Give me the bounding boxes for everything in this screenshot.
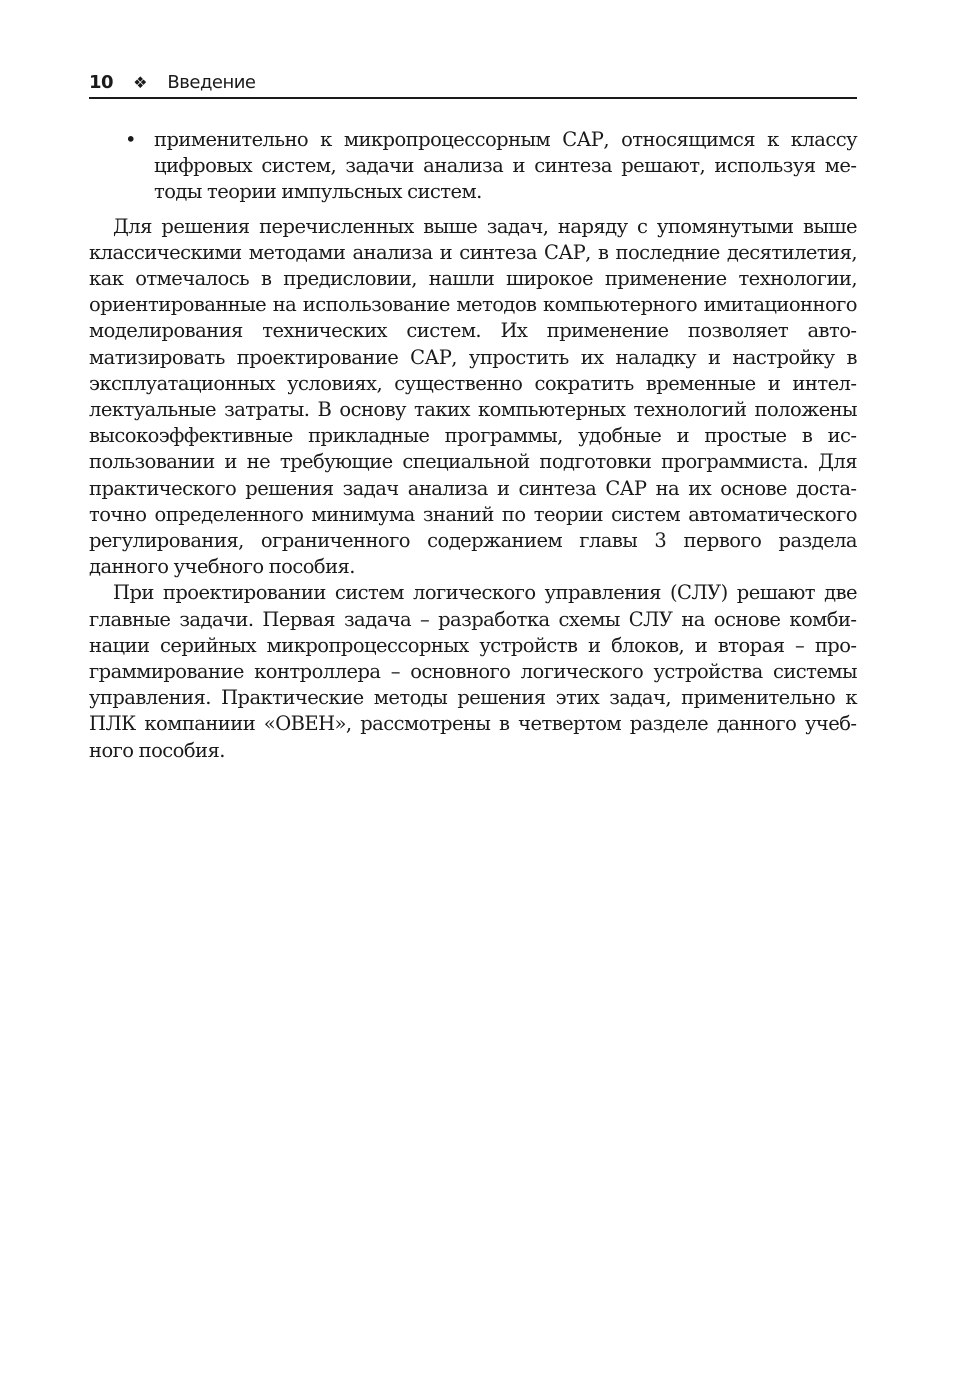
ornament-icon: ❖ — [133, 72, 148, 92]
page-number: 10 — [89, 71, 114, 93]
bullet-text: применительно к микропроцессорным САР, относящимся к классу цифровых систем, задачи анализа и синтеза решают, используя методы теории импульсных систем. — [154, 128, 857, 204]
bullet-icon: • — [125, 128, 136, 151]
section-title: Введение — [167, 71, 256, 93]
paragraph: При проектировании систем логического управления (СЛУ) решают две главные задачи. Первая задача – разработка схемы СЛУ на основе комбинации серийных микропроцессорных устройств и блоков, и вторая – программирование контроллера – основного логического устройства системы управления. Практические методы решения этих задач, применительно к ПЛК компаниии «ОВЕН», рассмотрены в четвертом разделе данного учебного пособия. — [89, 581, 857, 762]
running-header — [89, 68, 857, 99]
paragraph: Для решения перечисленных выше задач, наряду с упомянутыми выше классическими методами анализа и синтеза САР, в последние десятилетия, как отмечалось в предисловии, нашли широкое применение технологии, ориентированные на использование методов компьютерного имитационного моделирования технических систем. Их применение позволяет автоматизировать проектирование САР, упростить их наладку и настройку в эксплуатационных условиях, существенно сократить временные и интеллектуальные затраты. В основу таких компьютерных технологий положены высокоэффективные прикладные программы, удобные и простые в использовании и не требующие специальной подготовки программиста. Для практического решения задач анализа и синтеза САР на их основе достаточно определенного минимума знаний по теории систем автоматического регулирования, ограниченного содержанием главы 3 первого раздела данного учебного пособия. — [89, 214, 857, 579]
page-body — [89, 127, 857, 764]
bullet-list — [89, 127, 857, 206]
list-item — [89, 127, 857, 206]
